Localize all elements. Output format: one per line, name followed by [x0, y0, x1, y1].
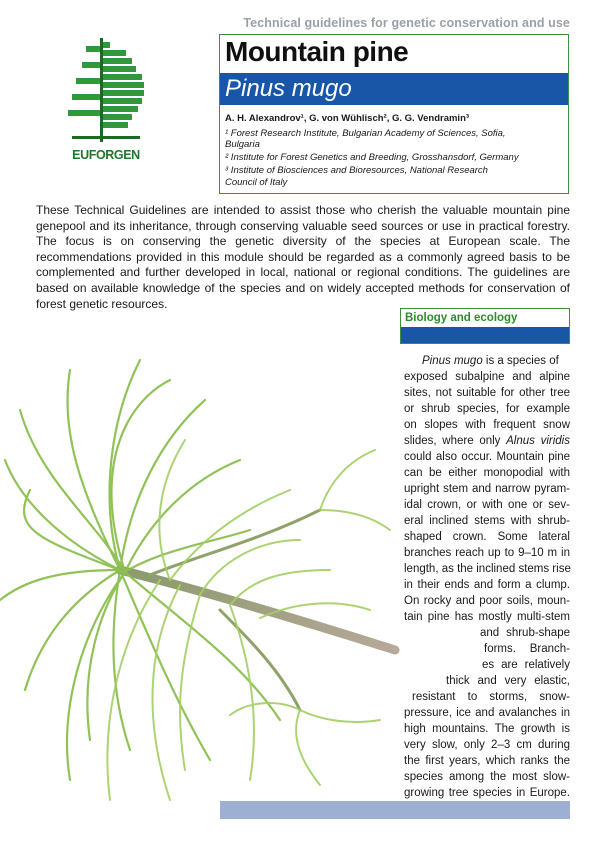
body-line: on slopes with frequent snow	[404, 419, 570, 431]
intro-paragraph: These Technical Guidelines are intended to assist those who cherish the valuable mountain pine genepool and its inheritance, through conserving valuable seed sources or use in practical forestry. The focus is on conserving the genetic diversity of the species at European scale. The recommendations provided in this module should be regarded as a commonly agreed basis to be complemented and further developed in local, national or regional conditions. The guidelines are based on available knowledge of the species and on widely accepted methods for conservation of forest genetic resources.	[36, 203, 570, 311]
latin-name: Pinus mugo	[225, 75, 352, 102]
page-title: Mountain pine	[225, 36, 409, 67]
affiliation-line: ² Institute for Forest Genetics and Breeding, Grosshansdorf, Germany	[225, 152, 519, 163]
species-name: Alnus viridis	[506, 435, 570, 447]
body-line: and shrub-shape	[480, 627, 570, 639]
body-line: tain pine has mostly multi-stem	[404, 611, 570, 623]
body-line: exposed subalpine and alpine	[404, 371, 570, 383]
body-line: slides, where only Alnus viridis	[404, 435, 570, 447]
latin-name-band	[220, 73, 568, 105]
body-line: idal crown, or with one or sev-	[404, 499, 570, 511]
body-line: thick and very elastic,	[446, 675, 570, 687]
body-line: could also occur. Mountain pine	[404, 451, 570, 463]
pine-branch-illustration-icon	[0, 340, 400, 810]
affiliation-line: ³ Institute of Biosciences and Bioresources, National Research	[225, 165, 488, 176]
body-line: On rocky and poor soils, moun-	[404, 595, 570, 607]
series-header: Technical guidelines for genetic conservation and use	[243, 16, 570, 30]
affiliation-line: ¹ Forest Research Institute, Bulgarian Academy of Sciences, Sofia,	[225, 128, 506, 139]
body-line: forms. Branch-	[484, 643, 570, 655]
body-line: pressure, ice and avalanches in	[404, 707, 570, 719]
section-title: Biology and ecology	[405, 312, 518, 324]
body-line: in their ends and form a clump.	[404, 579, 570, 591]
affiliation-line: Council of Italy	[225, 177, 288, 188]
body-line: sites, not suitable for other tree	[404, 387, 570, 399]
body-line: shaped crown. Some lateral	[404, 531, 570, 543]
body-line: resistant to storms, snow-	[412, 691, 570, 703]
body-line: growing tree species in Europe.	[404, 787, 570, 799]
species-name: Pinus mugo	[422, 355, 483, 367]
euforgen-logo	[68, 36, 144, 166]
body-line: high mountains. The growth is	[404, 723, 570, 735]
body-line: branches reach up to 9–10 m in	[404, 547, 570, 559]
footer-bar	[220, 801, 570, 819]
affiliation-line: Bulgaria	[225, 139, 260, 150]
body-line: upright stem and narrow pyram-	[404, 483, 570, 495]
body-line: es are relatively	[482, 659, 570, 671]
section-header	[400, 308, 570, 344]
body-line: length, as the inclined stems rise	[404, 563, 571, 575]
title-block	[219, 34, 569, 194]
section-band	[401, 327, 569, 343]
logo-text: EUFORGEN	[72, 148, 140, 162]
body-line: can be either monopodial with	[404, 467, 570, 479]
authors: A. H. Alexandrov¹, G. von Wühlisch², G. G. Vendramin³	[225, 113, 470, 124]
body-line: the first years, which ranks the	[404, 755, 570, 767]
body-line: Pinus mugo is a species of	[422, 355, 559, 367]
body-line: species among the most slow-	[404, 771, 570, 783]
body-line: or shrub species, for example	[404, 403, 570, 415]
body-line: eral inclined stems with shrub-	[404, 515, 570, 527]
body-line: very slow, only 2–3 cm during	[404, 739, 570, 751]
euforgen-tree-logo-icon	[68, 36, 144, 148]
